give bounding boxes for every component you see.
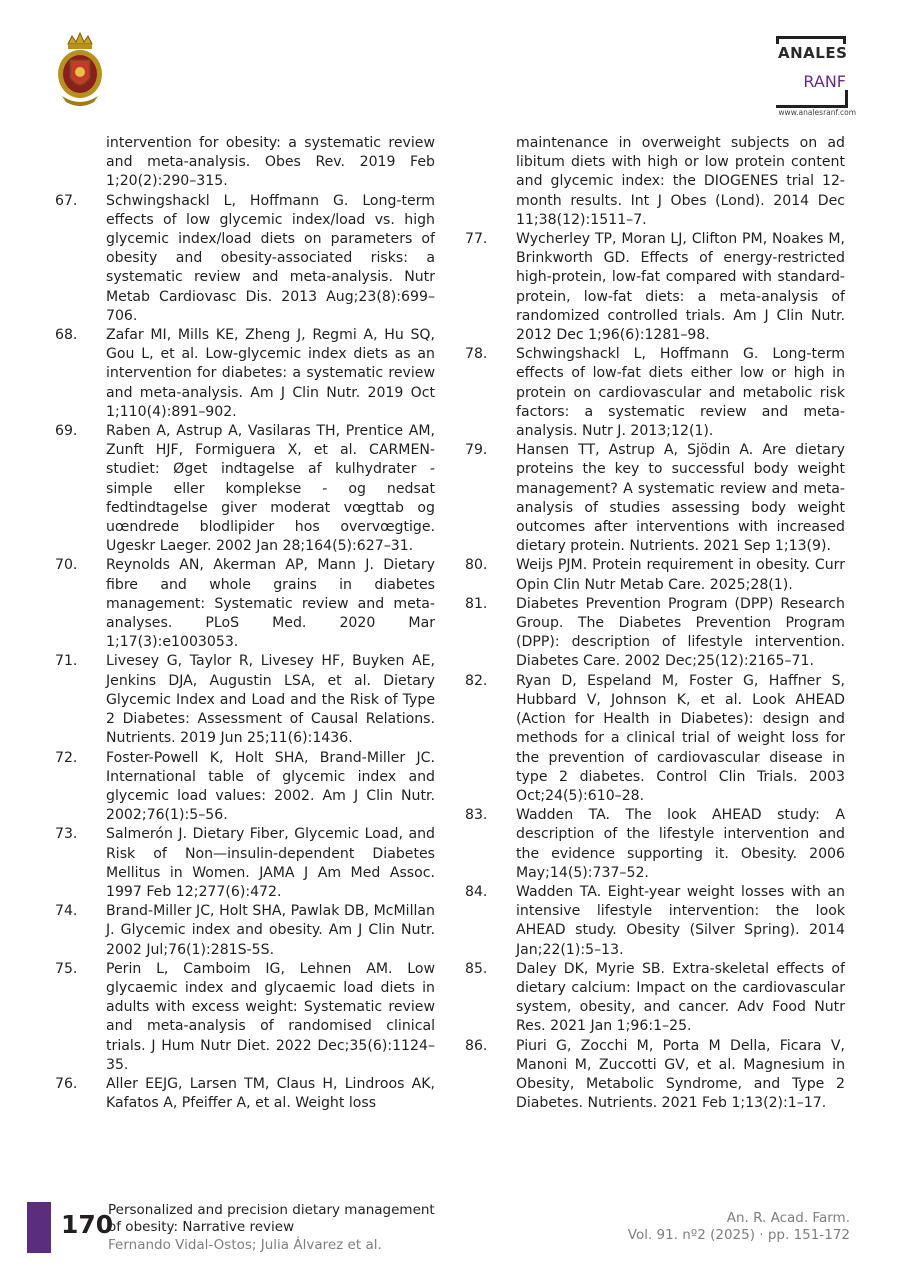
reference-list: [465, 230, 845, 1113]
reference-number: 67.: [55, 192, 78, 209]
reference-text: Aller EEJG, Larsen TM, Claus H, Lindroos AK, Kafatos A, Pfeiffer A, et al. Weight loss: [106, 1075, 435, 1112]
reference-number: 77.: [465, 231, 488, 248]
reference-number: 79.: [465, 442, 488, 459]
logo-anales-text: ANALES: [778, 44, 848, 62]
reference-number: 75.: [55, 960, 78, 977]
reference-item: [465, 345, 845, 441]
reference-text: Reynolds AN, Akerman AP, Mann J. Dietary fibre and whole grains in diabetes management: Systematic review and meta-analyses. PLoS Med. 2020 Mar 1;17(3):e1003053.: [106, 557, 435, 651]
reference-number: 72.: [55, 749, 78, 766]
reference-continuation: intervention for obesity: a systematic review and meta-analysis. Obes Rev. 2019 Feb 1;20(2):290–315.: [106, 135, 435, 190]
references-left-column: [55, 134, 435, 1113]
reference-item: [55, 326, 435, 422]
reference-text: Brand-Miller JC, Holt SHA, Pawlak DB, McMillan J. Glycemic index and obesity. Am J Clin Nutr. 2002 Jul;76(1):281S-5S.: [106, 903, 435, 958]
reference-item: [465, 883, 845, 960]
reference-item: [465, 595, 845, 672]
reference-text: Hansen TT, Astrup A, Sjödin A. Are dietary proteins the key to successful body weight management? A systematic review and meta-analysis of studies assessing body weight outcomes after interventions with increased dietary protein. Nutrients. 2021 Sep 1;13(9).: [516, 442, 845, 555]
reference-item: [465, 960, 845, 1037]
footer-accent-bar: [27, 1202, 51, 1253]
reference-text: Schwingshackl L, Hoffmann G. Long-term effects of low-fat diets either low or high in protein on cardiovascular and metabolic risk factors: a systematic review and meta-analysis. Nutr J. 2013;12(1).: [516, 346, 845, 440]
reference-number: 81.: [465, 595, 488, 612]
logo-ranf-text: RANF: [803, 72, 846, 91]
reference-list: [55, 192, 435, 1114]
reference-text: Piuri G, Zocchi M, Porta M Della, Ficara V, Manoni M, Zuccotti GV, et al. Magnesium in Obesity, Metabolic Syndrome, and Type 2 Diabetes. Nutrients. 2021 Feb 1;13(2):1–17.: [516, 1037, 845, 1112]
reference-number: 68.: [55, 327, 78, 344]
reference-item: [55, 422, 435, 556]
reference-text: Foster-Powell K, Holt SHA, Brand-Miller JC. International table of glycemic index and glycemic load values: 2002. Am J Clin Nutr. 2002;76(1):5–56.: [106, 749, 435, 824]
reference-number: 69.: [55, 423, 78, 440]
page-number: 170: [61, 1210, 114, 1239]
references-right-column: [465, 134, 845, 1113]
reference-text: Wadden TA. Eight-year weight losses with an intensive lifestyle intervention: the look AHEAD study. Obesity (Silver Spring). 2014 Jan;22(1):5–13.: [516, 883, 845, 958]
reference-item: [465, 1037, 845, 1114]
reference-continuation: maintenance in overweight subjects on ad libitum diets with high or low protein content and glycemic index: the DIOGENES trial 12-month results. Int J Obes (Lond). 2014 Dec 11;38(12):1511–7.: [516, 135, 845, 228]
reference-item: [55, 960, 435, 1075]
reference-text: Schwingshackl L, Hoffmann G. Long-term effects of low glycemic index/load vs. high glycemic index/load diets on parameters of obesity and obesity-associated risks: a systematic review and meta-analysis. Nutr Metab Cardiovasc Dis. 2013 Aug;23(8):699–706.: [106, 192, 435, 324]
footer-authors: Fernando Vidal-Ostos; Julia Álvarez et al.: [108, 1237, 382, 1253]
reference-number: 82.: [465, 672, 488, 689]
reference-text: Diabetes Prevention Program (DPP) Research Group. The Diabetes Prevention Program (DPP): description of lifestyle intervention. Diabetes Care. 2002 Dec;25(12):2165–71.: [516, 595, 845, 670]
reference-number: 78.: [465, 346, 488, 363]
reference-text: Wycherley TP, Moran LJ, Clifton PM, Noakes M, Brinkworth GD. Effects of energy-restricted high-protein, low-fat compared with standard-protein, low-fat diets: a meta-analysis of randomized controlled trials. Am J Clin Nutr. 2012 Dec 1;96(6):1281–98.: [516, 231, 845, 344]
reference-item: [55, 556, 435, 652]
reference-number: 71.: [55, 653, 78, 670]
reference-text: Livesey G, Taylor R, Livesey HF, Buyken AE, Jenkins DJA, Augustin LSA, et al. Dietary Glycemic Index and Load and the Risk of Type 2 Diabetes: Assessment of Causal Relations. Nutrients. 2019 Jun 25;11(6):1436.: [106, 653, 435, 747]
reference-text: Weijs PJM. Protein requirement in obesity. Curr Opin Clin Nutr Metab Care. 2025;28(1).: [516, 557, 845, 593]
reference-item: [55, 825, 435, 902]
journal-url[interactable]: www.analesranf.com: [778, 108, 856, 117]
footer-volume-info: Vol. 91. nº2 (2025) · pp. 151-172: [627, 1227, 850, 1243]
reference-number: 80.: [465, 557, 488, 574]
anales-ranf-logo: [764, 36, 856, 116]
reference-item: [55, 192, 435, 326]
reference-item: [465, 672, 845, 806]
reference-number: 84.: [465, 883, 488, 900]
reference-number: 73.: [55, 826, 78, 843]
academy-crest-logo: [48, 30, 112, 110]
reference-number: 85.: [465, 960, 488, 977]
reference-text: Salmerón J. Dietary Fiber, Glycemic Load, and Risk of Non—insulin-dependent Diabetes Mellitus in Women. JAMA J Am Med Assoc. 1997 Feb 12;277(6):472.: [106, 826, 435, 900]
reference-number: 86.: [465, 1037, 488, 1054]
reference-text: Ryan D, Espeland M, Foster G, Haffner S, Hubbard V, Johnson K, et al. Look AHEAD (Action for Health in Diabetes): design and methods for a clinical trial of weight loss for the prevention of cardiovascular disease in type 2 diabetes. Control Clin Trials. 2003 Oct;24(5):610–28.: [516, 672, 845, 804]
logo-frame-top: [776, 36, 846, 44]
reference-number: 70.: [55, 557, 78, 574]
reference-text: Raben A, Astrup A, Vasilaras TH, Prentice AM, Zunft HJF, Formiguera X, et al. CARMEN-studiet: Øget indtagelse af kulhydrater - simple eller komplekse - og nedsat fedtindtagelse giver moderat vœgttab og uœndrede blodlipider hos overvœgtige. Ugeskr Laeger. 2002 Jan 28;164(5):627–31.: [106, 423, 435, 555]
reference-item: [55, 652, 435, 748]
reference-item: [465, 806, 845, 883]
reference-item: [465, 556, 845, 594]
reference-item: [465, 230, 845, 345]
reference-number: 74.: [55, 903, 78, 920]
reference-item: [55, 749, 435, 826]
reference-item: [55, 1075, 435, 1113]
reference-number: 83.: [465, 807, 488, 824]
reference-text: Zafar MI, Mills KE, Zheng J, Regmi A, Hu SQ, Gou L, et al. Low-glycemic index diets as an intervention for diabetes: a systematic review and meta-analysis. Am J Clin Nutr. 2019 Oct 1;110(4):891–902.: [106, 327, 435, 420]
reference-text: Wadden TA. The look AHEAD study: A description of the lifestyle intervention and the evidence supporting it. Obesity. 2006 May;14(5):737–52.: [516, 807, 845, 881]
reference-item: [55, 902, 435, 960]
footer-article-title: Personalized and precision dietary management of obesity: Narrative review: [108, 1202, 435, 1235]
reference-item: [465, 441, 845, 556]
reference-number: 76.: [55, 1075, 78, 1092]
reference-text: Perin L, Camboim IG, Lehnen AM. Low glycaemic index and glycaemic load diets in adults with excess weight: Systematic review and meta-analysis of randomised clinical trials. J Hum Nutr Diet. 2022 Dec;35(6):1124–35.: [106, 960, 435, 1073]
reference-text: Daley DK, Myrie SB. Extra-skeletal effects of dietary calcium: Impact on the cardiovascular system, obesity, and cancer. Adv Food Nutr Res. 2021 Jan 1;96:1–25.: [516, 960, 845, 1035]
footer-journal-name: An. R. Acad. Farm.: [726, 1210, 850, 1226]
logo-frame-bottom: [776, 90, 848, 108]
